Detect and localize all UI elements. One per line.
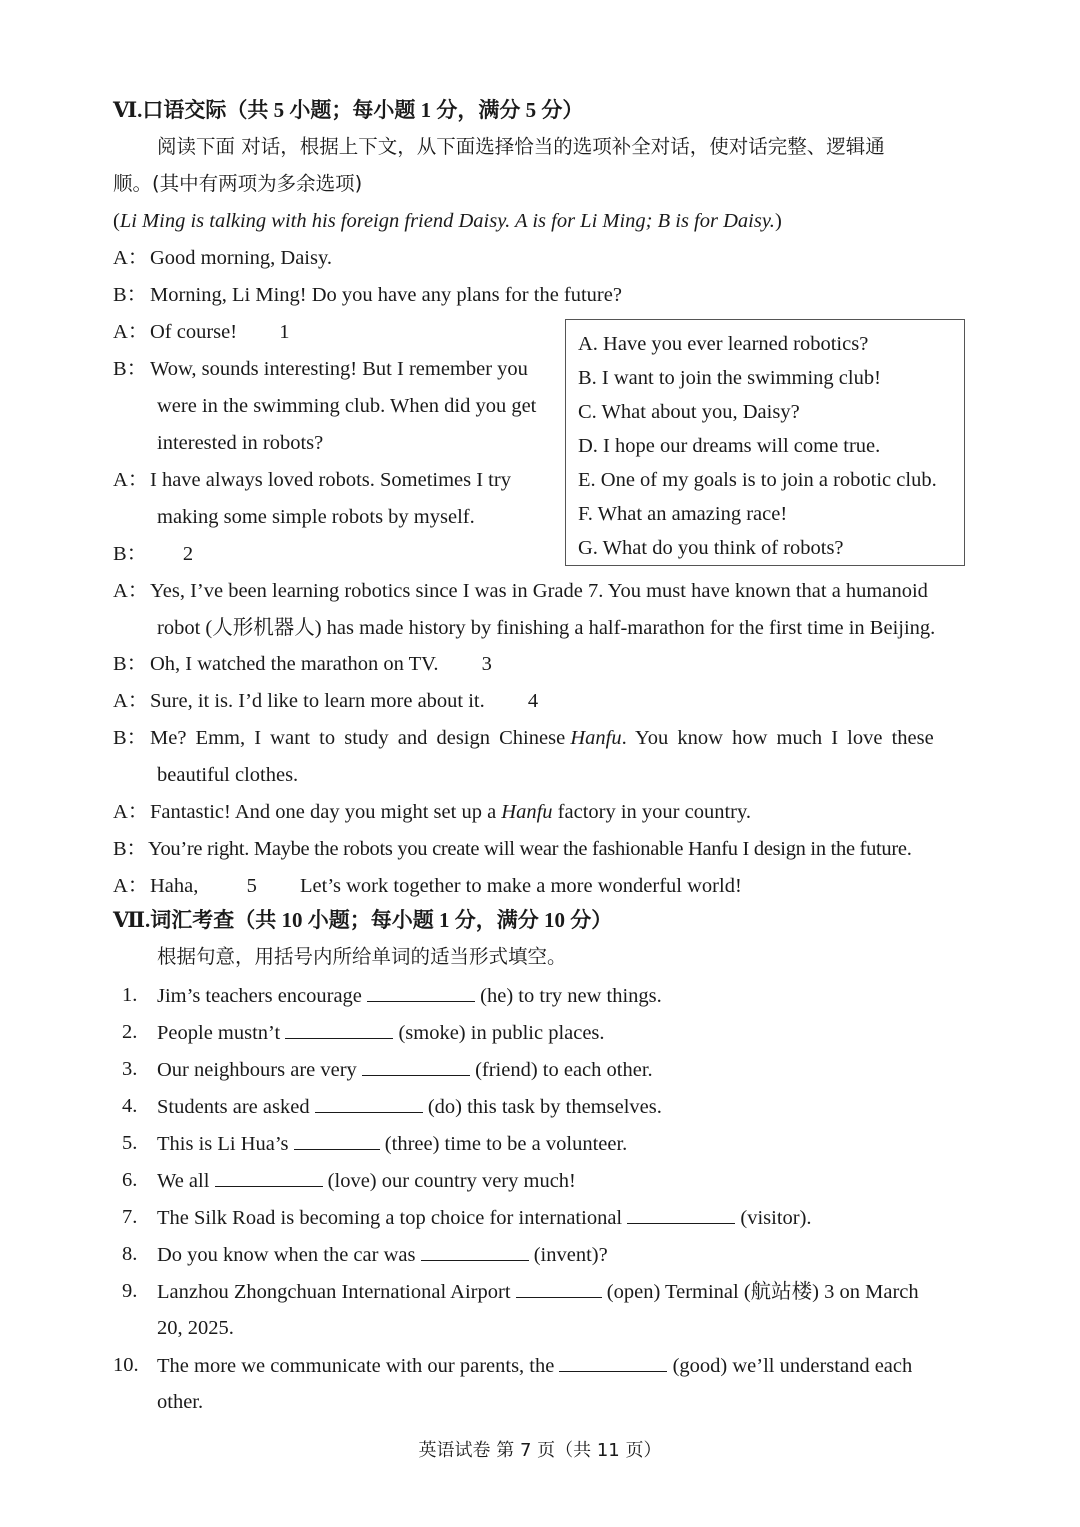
dialogue-line-5: A：I have always loved robots. Sometimes I try (113, 469, 511, 491)
question-1: Jim’s teachers encourage (he) to try new things. (157, 985, 662, 1007)
section-6-heading (113, 97, 583, 123)
answer-blank-3[interactable] (362, 1057, 470, 1076)
option-g: G. What do you think of robots? (578, 537, 844, 559)
section-6-title: 口语交际（共 5 小题；每小题 1 分，满分 5 分） (142, 98, 584, 122)
question-7: The Silk Road is becoming a top choice for international (visitor). (157, 1207, 812, 1229)
question-4: Students are asked (do) this task by themselves. (157, 1096, 662, 1118)
section-7-heading (113, 907, 612, 933)
dialogue-line-4c: interested in robots? (157, 432, 324, 454)
dialogue-line-3: A：Of course! 1 (113, 320, 321, 344)
answer-blank-9[interactable] (516, 1279, 602, 1298)
question-number: 8. (122, 1243, 138, 1265)
answer-blank-7[interactable] (627, 1205, 735, 1224)
dialogue-line-1: A：Good morning, Daisy. (113, 247, 333, 269)
blank-3[interactable]: 3 (481, 653, 492, 675)
answer-blank-1[interactable] (367, 983, 475, 1002)
dialogue-line-5b: making some simple robots by myself. (157, 506, 475, 528)
answer-blank-10[interactable] (559, 1353, 667, 1372)
question-6: We all (love) our country very much! (157, 1170, 576, 1192)
question-8: Do you know when the car was (invent)? (157, 1244, 608, 1266)
dialogue-context: (Li Ming is talking with his foreign friend Daisy. A is for Li Ming; B is for Daisy.) (113, 210, 782, 232)
blank-4[interactable]: 4 (527, 690, 539, 712)
question-9-cont: 20, 2025. (157, 1317, 234, 1339)
question-10: The more we communicate with our parents, the (good) we’ll understand each (157, 1355, 913, 1377)
question-number: 4. (122, 1095, 138, 1117)
section-6-instruction-2: 顺。(其中有两项为多余选项) (113, 172, 363, 195)
option-a: A. Have you ever learned robotics? (578, 333, 869, 355)
section-6-instruction-1: 阅读下面 对话，根据上下文，从下面选择恰当的选项补全对话，使对话完整、逻辑通 (157, 135, 885, 158)
answer-blank-2[interactable] (285, 1020, 393, 1039)
question-number: 10. (113, 1354, 139, 1376)
section-6-roman: Ⅵ. (113, 98, 143, 122)
dialogue-line-7b: robot (人形机器人) has made history by finishing a half-marathon for the first time in Beijing. (157, 617, 936, 639)
question-10-cont: other. (157, 1391, 204, 1413)
question-number: 9. (122, 1280, 138, 1302)
dialogue-line-6: B： 2 (113, 542, 226, 566)
dialogue-line-7: A：Yes, I’ve been learning robotics since I was in Grade 7. You must have known that a humanoid (113, 580, 928, 602)
option-e: E. One of my goals is to join a robotic club. (578, 469, 937, 491)
question-number: 3. (122, 1058, 138, 1080)
dialogue-line-11: A：Fantastic! And one day you might set up a Hanfu factory in your country. (113, 801, 752, 823)
answer-blank-6[interactable] (215, 1168, 323, 1187)
section-7-title: 词汇考查（共 10 小题；每小题 1 分，满分 10 分） (150, 908, 613, 932)
blank-5[interactable]: 5 (246, 875, 257, 897)
option-c: C. What about you, Daisy? (578, 401, 800, 423)
dialogue-line-13: A：Haha, 5 Let’s work together to make a more wonderful world! (113, 875, 742, 897)
dialogue-line-4: B： Wow, sounds interesting! But I remember you (113, 358, 528, 380)
section-7-roman: Ⅶ. (113, 908, 151, 932)
page-footer: 英语试卷 第 7 页（共 11 页） (418, 1440, 662, 1461)
blank-1[interactable]: 1 (279, 321, 290, 343)
question-number: 5. (122, 1132, 138, 1154)
question-number: 6. (122, 1169, 138, 1191)
dialogue-line-2: B： Morning, Li Ming! Do you have any plans for the future? (113, 284, 622, 306)
blank-2[interactable]: 2 (182, 543, 194, 565)
answer-blank-5[interactable] (294, 1131, 380, 1150)
question-number: 1. (122, 984, 138, 1006)
answer-blank-4[interactable] (315, 1094, 423, 1113)
option-f: F. What an amazing race! (578, 503, 788, 525)
option-b: B. I want to join the swimming club! (578, 367, 881, 389)
question-5: This is Li Hua’s (three) time to be a volunteer. (157, 1133, 628, 1155)
dialogue-line-4b: were in the swimming club. When did you get (157, 395, 537, 417)
answer-blank-8[interactable] (421, 1242, 529, 1261)
question-3: Our neighbours are very (friend) to each other. (157, 1059, 653, 1081)
dialogue-line-10: B： Me? Emm, I want to study and design Chinese Hanfu. You know how much I love these (113, 727, 934, 749)
question-number: 2. (122, 1021, 138, 1043)
option-d: D. I hope our dreams will come true. (578, 435, 881, 457)
dialogue-line-9: A：Sure, it is. I’d like to learn more about it. 4 (113, 689, 571, 713)
question-number: 7. (122, 1206, 138, 1228)
dialogue-line-10b: beautiful clothes. (157, 764, 299, 786)
section-7-instruction: 根据句意，用括号内所给单词的适当形式填空。 (157, 945, 567, 968)
dialogue-line-8: B： Oh, I watched the marathon on TV. 3 (113, 652, 525, 676)
question-9: Lanzhou Zhongchuan International Airport (open) Terminal (航站楼) 3 on March (157, 1281, 919, 1303)
dialogue-line-12: B：You’re right. Maybe the robots you create will wear the fashionable Hanfu I design in the future. (113, 838, 912, 860)
question-2: People mustn’t (smoke) in public places. (157, 1022, 605, 1044)
